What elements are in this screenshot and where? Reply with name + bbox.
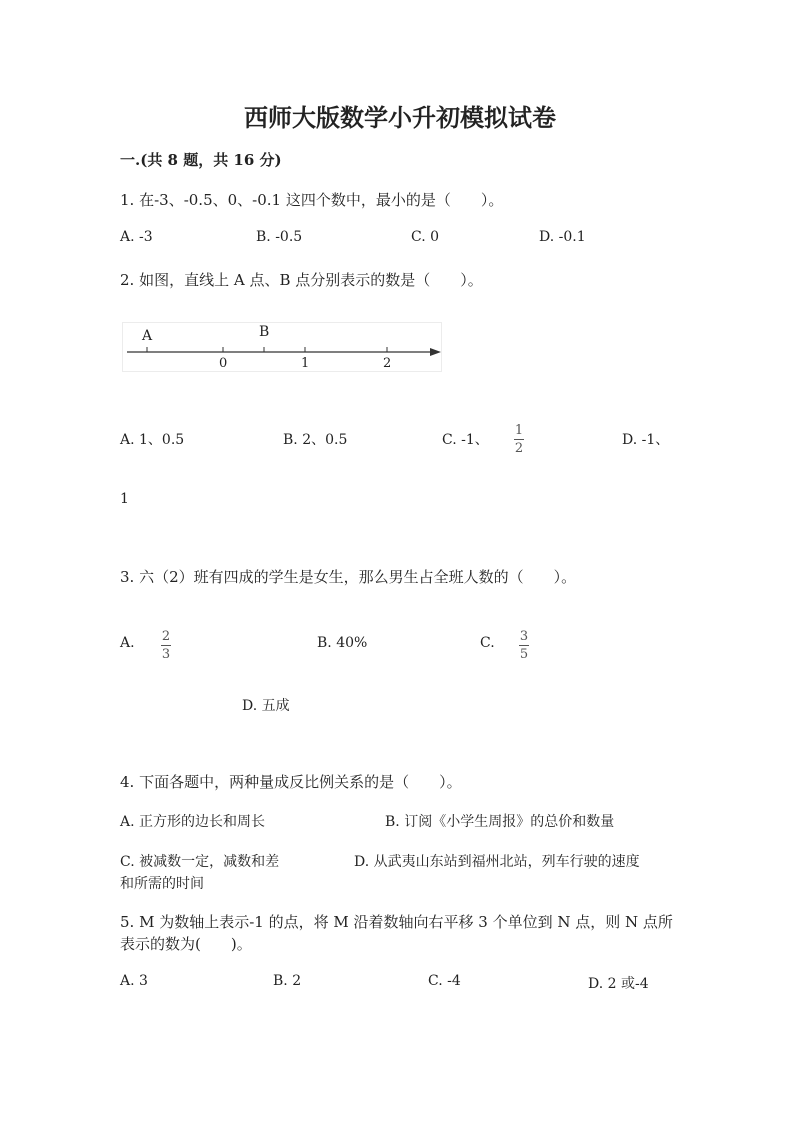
fraction-bar: [519, 645, 529, 646]
question-5-stem: 5. M 为数轴上表示-1 的点，将 M 沿着数轴向右平移 3 个单位到 N 点，则 N 点所: [120, 913, 673, 931]
fraction-denominator: 3: [161, 647, 171, 662]
question-3-option-d[interactable]: D. 五成: [242, 698, 290, 714]
fraction-numerator: 2: [161, 629, 171, 644]
tick-label-1: 1: [301, 356, 310, 371]
point-label-b: B: [259, 324, 270, 340]
fraction-numerator: 3: [519, 629, 529, 644]
fraction-denominator: 2: [514, 441, 524, 456]
fraction-bar: [161, 645, 171, 646]
question-3-option-c[interactable]: C.: [480, 635, 495, 651]
question-3-option-b[interactable]: B. 40%: [317, 635, 368, 651]
question-1-option-c[interactable]: C. 0: [411, 229, 440, 245]
question-2-option-b[interactable]: B. 2、0.5: [283, 432, 348, 448]
page-title: 西师大版数学小升初模拟试卷: [244, 103, 556, 132]
question-5-option-c[interactable]: C. -4: [428, 973, 461, 989]
question-4-option-b[interactable]: B. 订阅《小学生周报》的总价和数量: [385, 814, 615, 830]
question-3-option-c-fraction: [519, 629, 529, 662]
question-2-option-c[interactable]: C. -1、: [442, 432, 489, 448]
question-2-option-d-wrap: 1: [120, 491, 129, 507]
question-4-option-d-wrap: 和所需的时间: [120, 876, 204, 892]
section-heading: 一.(共 8 题，共 16 分): [120, 151, 282, 169]
question-3-option-a-fraction: [161, 629, 171, 662]
fraction-denominator: 5: [519, 647, 529, 662]
question-1-option-a[interactable]: A. -3: [120, 229, 153, 245]
tick-label-2: 2: [383, 356, 392, 371]
question-3-option-a[interactable]: A.: [120, 635, 135, 651]
question-2-option-a[interactable]: A. 1、0.5: [120, 432, 185, 448]
fraction-numerator: 1: [514, 423, 524, 438]
question-5-option-a[interactable]: A. 3: [120, 973, 148, 989]
question-4-option-d[interactable]: D. 从武夷山东站到福州北站，列车行驶的速度: [354, 854, 640, 870]
question-4-option-c[interactable]: C. 被减数一定，减数和差: [120, 854, 280, 870]
number-line-arrow: [430, 348, 441, 356]
question-5-stem-wrap: 表示的数为( )。: [120, 935, 252, 953]
question-1-option-b[interactable]: B. -0.5: [256, 229, 303, 245]
question-5-option-d[interactable]: D. 2 或-4: [588, 976, 649, 992]
fraction-bar: [514, 439, 524, 440]
question-2-option-c-fraction: [514, 423, 524, 456]
question-4-stem: 4. 下面各题中，两种量成反比例关系的是（ ）。: [120, 773, 462, 791]
tick-label-0: 0: [219, 356, 228, 371]
question-2-stem: 2. 如图，直线上 A 点、B 点分别表示的数是（ ）。: [120, 271, 483, 289]
number-line-figure: [122, 322, 442, 372]
question-2-option-d[interactable]: D. -1、: [622, 432, 670, 448]
question-1-option-d[interactable]: D. -0.1: [539, 229, 586, 245]
question-5-option-b[interactable]: B. 2: [273, 973, 302, 989]
point-label-a: A: [142, 328, 153, 344]
question-1-stem: 1. 在-3、-0.5、0、-0.1 这四个数中，最小的是（ ）。: [120, 191, 504, 209]
question-4-option-a[interactable]: A. 正方形的边长和周长: [120, 814, 266, 830]
question-3-stem: 3. 六（2）班有四成的学生是女生，那么男生占全班人数的（ ）。: [120, 568, 577, 586]
